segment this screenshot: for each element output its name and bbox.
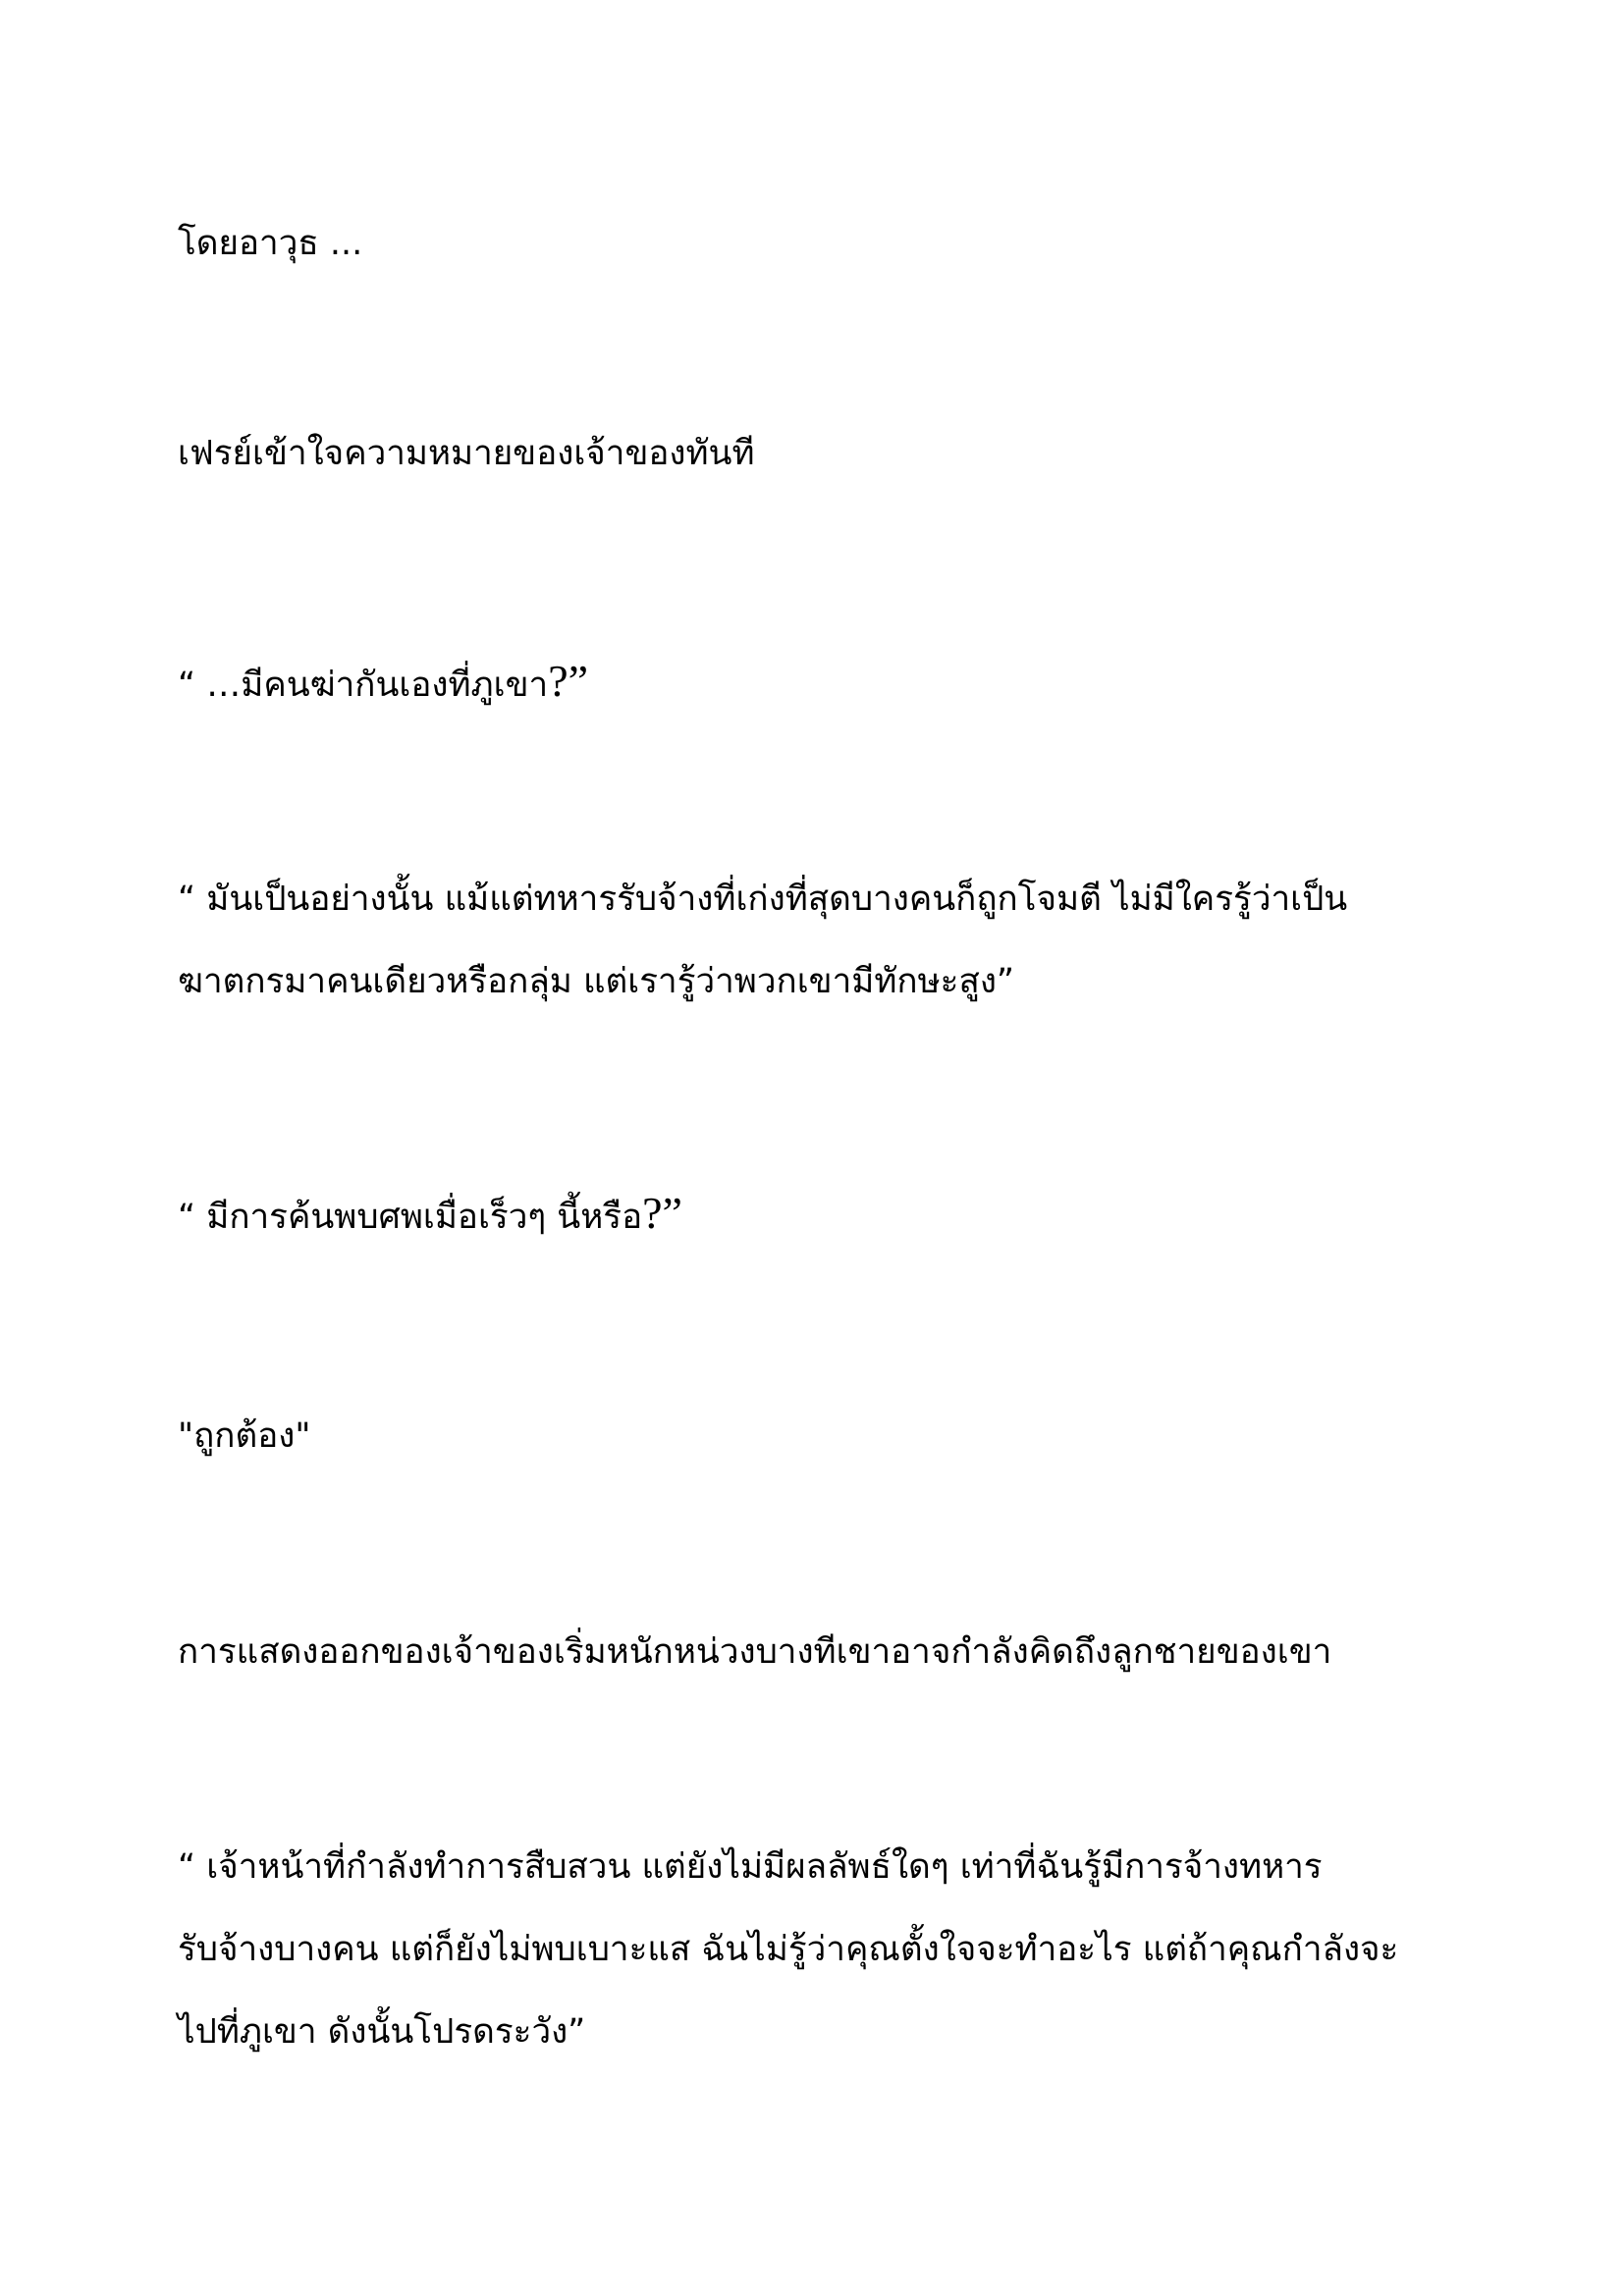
paragraph-1 [178,202,1474,285]
paragraph-5 [178,1172,1474,1258]
paragraph-3-text: “ …มีคนฆ่ากันเองที่ภูเขา [178,666,549,705]
paragraph-7-text: การแสดงออกของเจ้าของเริ่มหนักหน่วงบางทีเขาอาจกำลังคิดถึงลูกชายของเขา [178,1632,1332,1672]
paragraph-6-text: "ถูกต้อง" [178,1416,311,1456]
paragraph-8-text: “ เจ้าหน้าที่กำลังทำการสืบสวน แต่ยังไม่มีผลลัพธ์ใดๆ เท่าที่ฉันรู้มีการจ้างทหาร รับจ้างบางคน แต่ก็ยังไม่พบเบาะแส ฉันไม่รู้ว่าคุณตั้งใจจะทำอะไร แต่ถ้าคุณกำลังจะ ไปที่ภูเขา ดังนั้นโปรดระวัง” [178,1847,1399,2052]
paragraph-6 [178,1395,1474,1477]
paragraph-4-text: “ มันเป็นอย่างนั้น แม้แต่ทหารรับจ้างที่เก่งที่สุดบางคนก็ถูกโจมตี ไม่มีใครรู้ว่าเป็น ฆาตกรมาคนเดียวหรือกลุ่ม แต่เรารู้ว่าพวกเขามีทักษะสูง” [178,880,1348,1001]
paragraph-5-text: “ มีการค้นพบศพเมื่อเร็วๆ นี้หรือ [178,1198,643,1237]
paragraph-2-text: เฟรย์เข้าใจความหมายของเจ้าของทันที [178,434,755,473]
paragraph-2 [178,412,1474,495]
paragraph-4 [178,858,1474,1023]
paragraph-5-trail: ?” [642,1188,682,1238]
paragraph-3-trail: ?” [548,656,589,706]
paragraph-8 [178,1826,1474,2073]
paragraph-7 [178,1611,1474,1693]
paragraph-3 [178,640,1474,726]
paragraph-1-text: โดยอาวุธ ... [178,224,363,263]
